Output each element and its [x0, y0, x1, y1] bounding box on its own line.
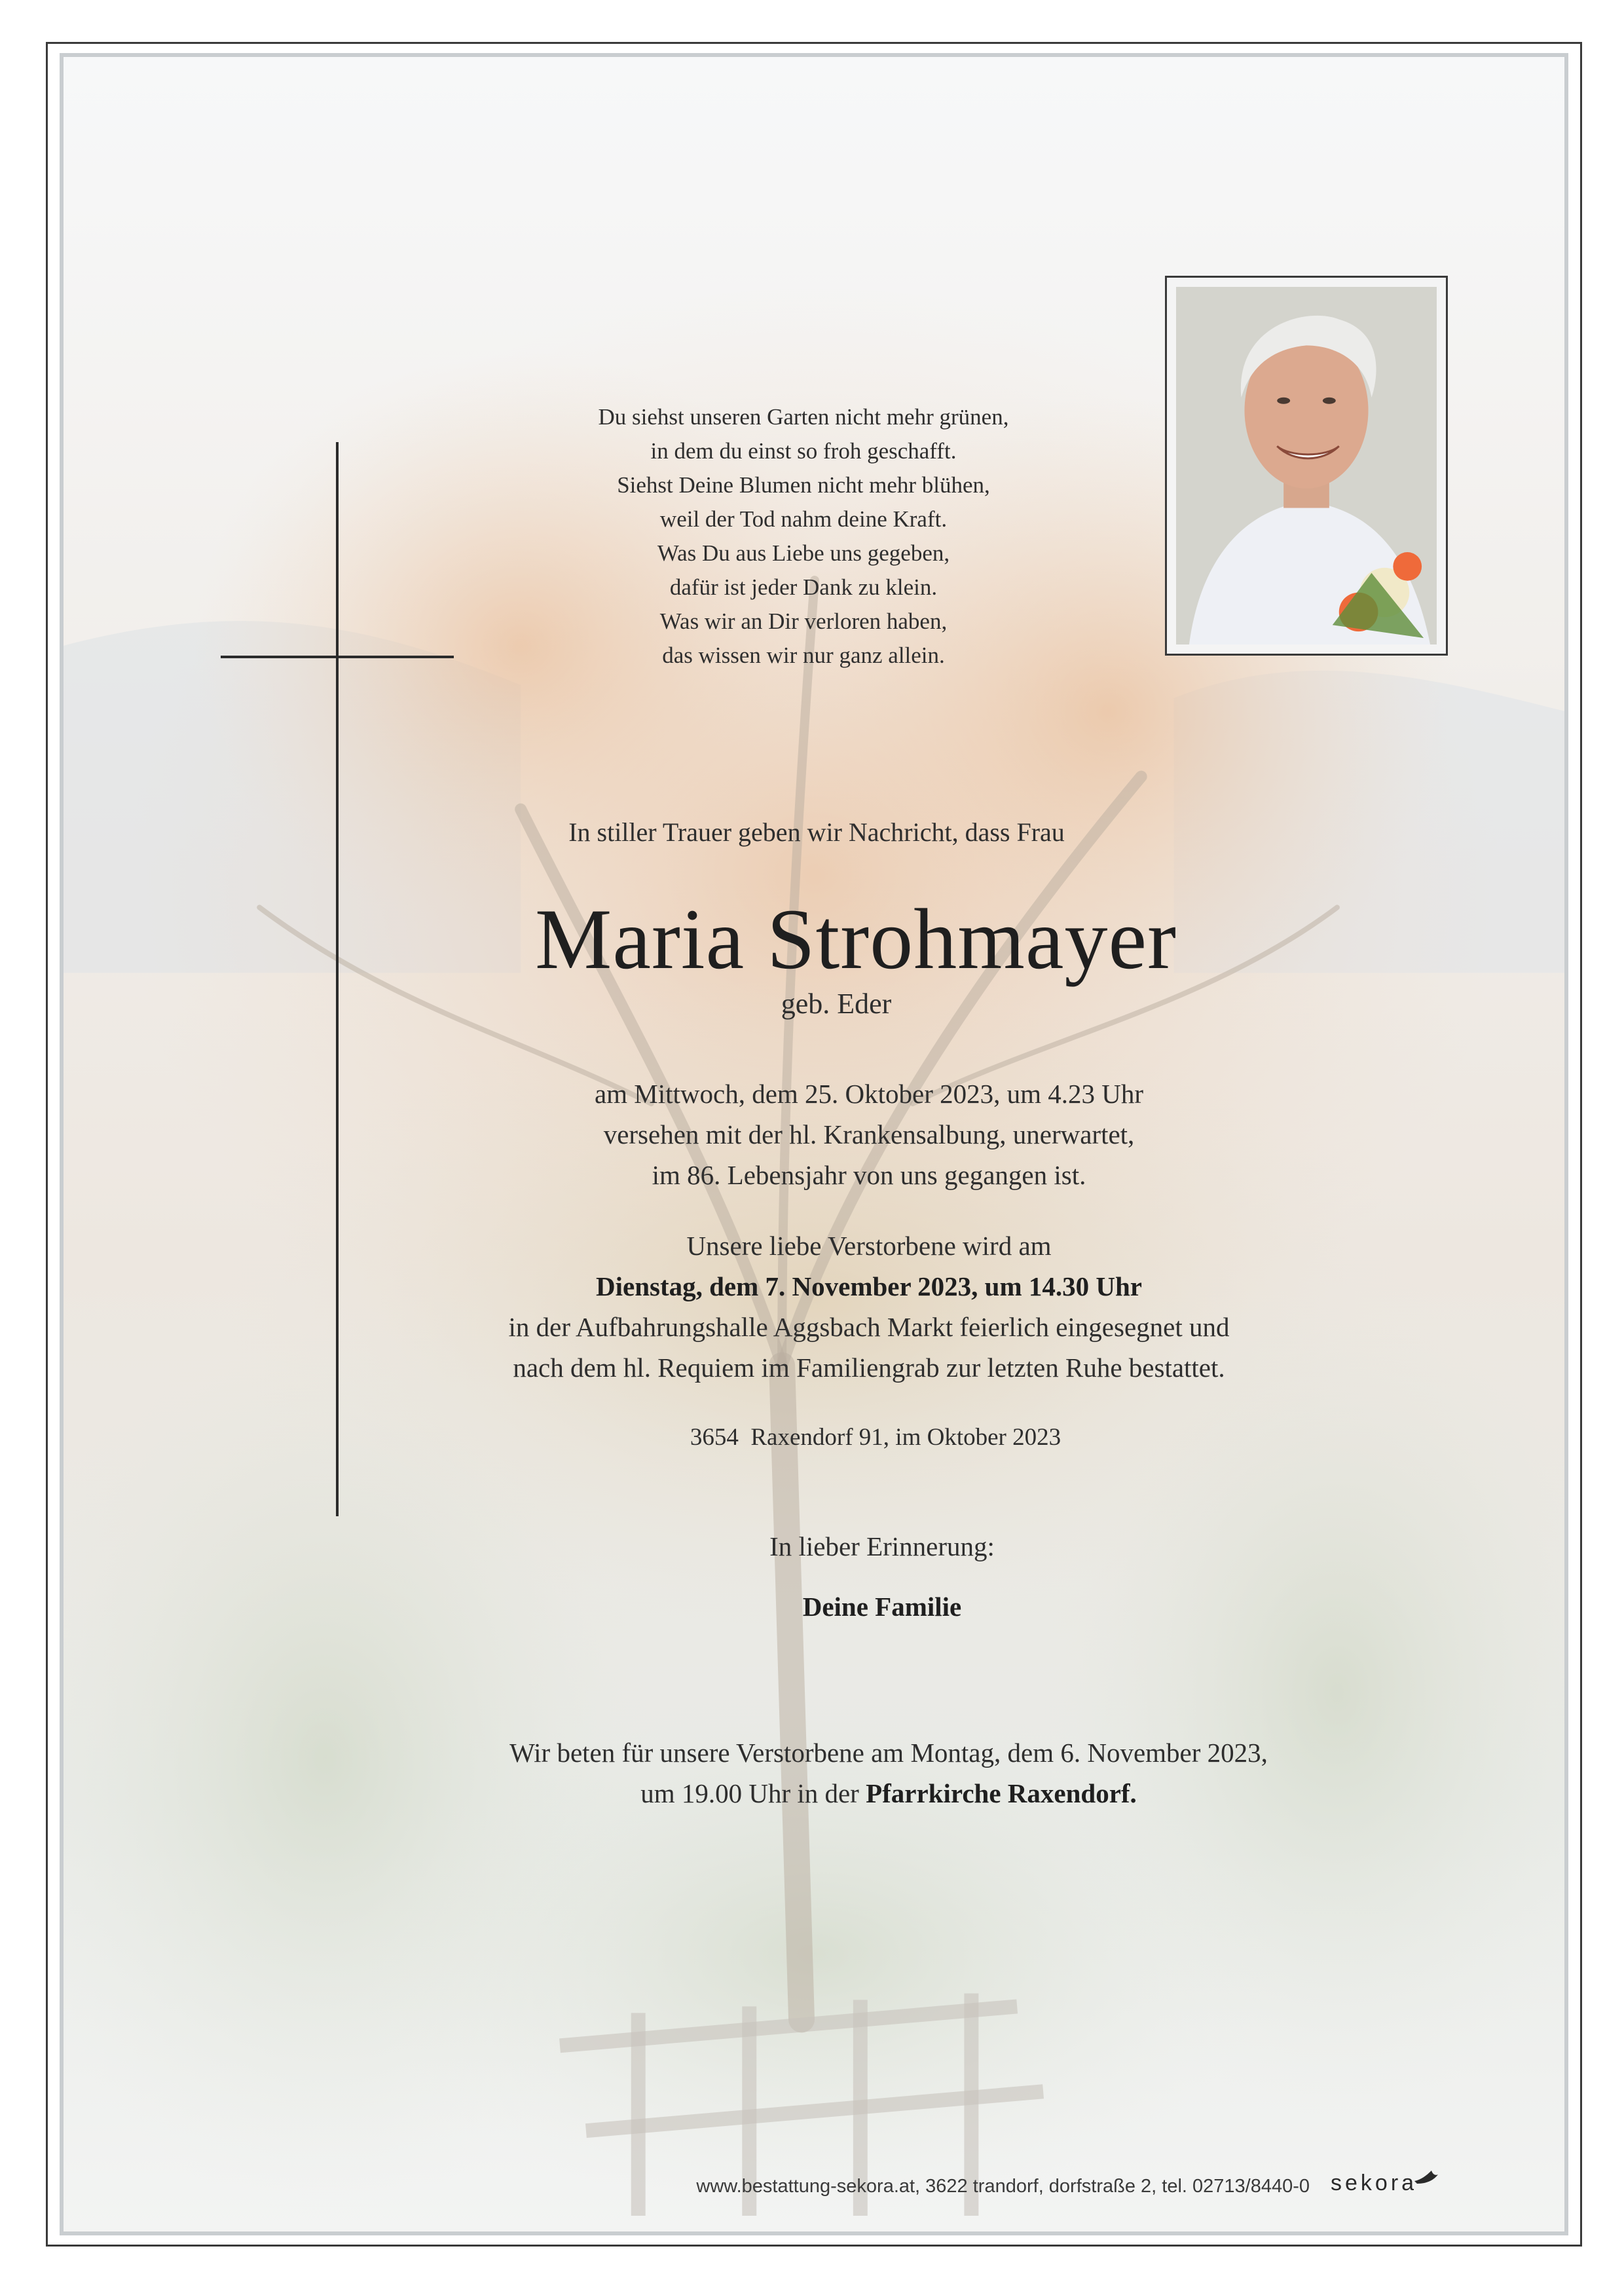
- cross-horizontal-beam: [221, 656, 454, 658]
- logo-text: sekora: [1331, 2171, 1418, 2195]
- death-notice: [456, 1073, 1282, 1195]
- page-frame: [46, 42, 1582, 2247]
- portrait-photo: [1165, 276, 1448, 656]
- death-line: im 86. Lebensjahr von uns gegangen ist.: [652, 1160, 1086, 1190]
- footer-contact: www.bestattung-sekora.at, 3622 trandorf, dorfstraße 2, tel. 02713/8440-0: [696, 2176, 1310, 2197]
- poem-line: weil der Tod nahm deine Kraft.: [659, 506, 948, 532]
- funeral-notice: [456, 1225, 1282, 1388]
- funeral-line: in der Aufbahrungshalle Aggsbach Markt feierlich eingesegnet und: [508, 1312, 1230, 1342]
- announcement-intro: In stiller Trauer geben wir Nachricht, dass Frau: [568, 817, 1065, 847]
- poem: [509, 400, 1098, 673]
- funeral-intro: Unsere liebe Verstorbene wird am: [686, 1231, 1052, 1261]
- poem-line: dafür ist jeder Dank zu klein.: [669, 574, 938, 600]
- prayer-line-2: [430, 1773, 1347, 1814]
- inner-frame: [60, 53, 1568, 2235]
- memory-label: In lieber Erinnerung:: [769, 1531, 995, 1561]
- prayer-notice: [430, 1732, 1347, 1814]
- prayer-line-1: Wir beten für unsere Verstorbene am Montag, dem 6. November 2023,: [509, 1738, 1268, 1768]
- funeral-line: nach dem hl. Requiem im Familiengrab zur letzten Ruhe bestattet.: [513, 1353, 1225, 1383]
- deceased-name: Maria Strohmayer: [534, 891, 1177, 987]
- sekora-logo: [1331, 2161, 1449, 2207]
- cross-vertical-beam: [336, 442, 339, 1516]
- maiden-name: geb. Eder: [781, 988, 892, 1020]
- funeral-date: Dienstag, dem 7. November 2023, um 14.30 Uhr: [596, 1271, 1142, 1301]
- poem-line: das wissen wir nur ganz allein.: [662, 643, 945, 668]
- prayer-line-2-text: um 19.00 Uhr in der: [640, 1778, 866, 1808]
- bird-icon: [1413, 2167, 1439, 2188]
- poem-line: Siehst Deine Blumen nicht mehr blühen,: [617, 472, 990, 498]
- content-layer: [64, 57, 1564, 2231]
- place-date: 3654 Raxendorf 91, im Oktober 2023: [690, 1424, 1061, 1451]
- portrait-image: [1176, 287, 1437, 644]
- poem-line: in dem du einst so froh geschafft.: [650, 438, 957, 464]
- death-line: am Mittwoch, dem 25. Oktober 2023, um 4.23 Uhr: [594, 1079, 1144, 1109]
- poem-line: Was wir an Dir verloren haben,: [659, 608, 948, 634]
- poem-line: Was Du aus Liebe uns gegeben,: [657, 540, 950, 566]
- prayer-church: Pfarrkirche Raxendorf.: [866, 1778, 1137, 1808]
- family-signature: Deine Familie: [802, 1592, 962, 1622]
- poem-line: Du siehst unseren Garten nicht mehr grünen,: [598, 404, 1009, 430]
- death-line: versehen mit der hl. Krankensalbung, unerwartet,: [603, 1119, 1135, 1149]
